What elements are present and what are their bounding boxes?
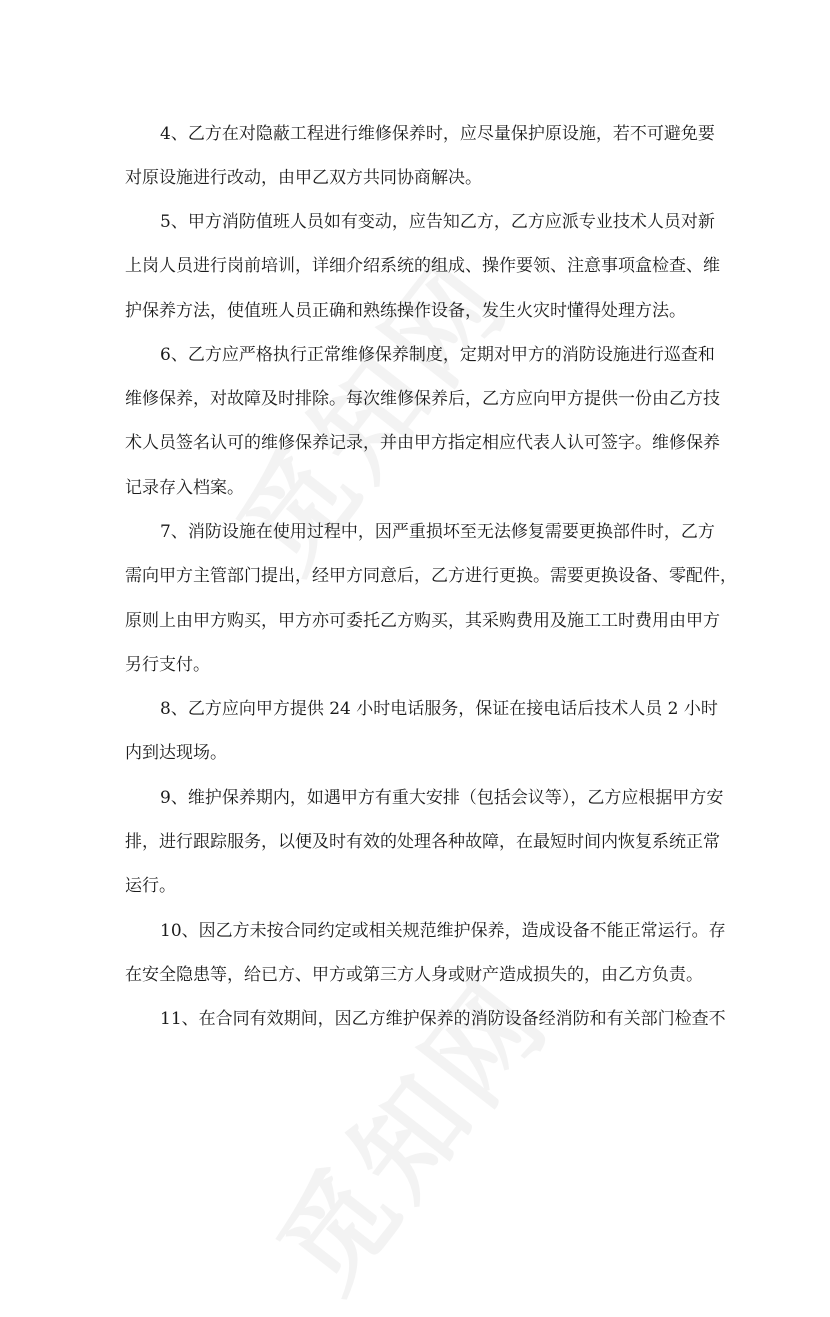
- paragraph-line: 记录存入档案。: [125, 478, 244, 498]
- paragraph-line: 维修保养，对故障及时排除。每次维修保养后，乙方应向甲方提供一份由乙方技: [125, 389, 720, 409]
- paragraph-line: 原则上由甲方购买，甲方亦可委托乙方购买，其采购费用及施工工时费用由甲方: [125, 611, 720, 631]
- paragraph-line: 排，进行跟踪服务，以便及时有效的处理各种故障，在最短时间内恢复系统正常: [125, 832, 720, 852]
- paragraph-line: 10、因乙方未按合同约定或相关规范维护保养，造成设备不能正常运行。存: [160, 921, 726, 941]
- paragraph-line: 对原设施进行改动，由甲乙双方共同协商解决。: [125, 168, 482, 188]
- paragraph-line: 7、消防设施在使用过程中，因严重损坏至无法修复需要更换部件时，乙方: [160, 522, 715, 542]
- paragraph-line: 在安全隐患等，给已方、甲方或第三方人身或财产造成损失的，由乙方负责。: [125, 965, 703, 985]
- paragraph-line: 运行。: [125, 876, 176, 896]
- paragraph-line: 另行支付。: [125, 655, 210, 675]
- paragraph-line: 术人员签名认可的维修保养记录，并由甲方指定相应代表人认可签字。维修保养: [125, 433, 720, 453]
- paragraph-line: 需向甲方主管部门提出，经甲方同意后，乙方进行更换。需要更换设备、零配件，: [125, 566, 737, 586]
- paragraph-line: 4、乙方在对隐蔽工程进行维修保养时，应尽量保护原设施，若不可避免要: [160, 124, 715, 144]
- paragraph-line: 8、乙方应向甲方提供 24 小时电话服务，保证在接电话后技术人员 2 小时: [160, 699, 718, 719]
- paragraph-line: 9、维护保养期内，如遇甲方有重大安排（包括会议等），乙方应根据甲方安: [160, 788, 724, 808]
- paragraph-line: 护保养方法，使值班人员正确和熟练操作设备，发生火灾时懂得处理方法。: [125, 301, 686, 321]
- watermark: [236, 941, 578, 1317]
- paragraph-line: 5、甲方消防值班人员如有变动，应告知乙方，乙方应派专业技术人员对新: [160, 212, 715, 232]
- paragraph-line: 11、在合同有效期间，因乙方维护保养的消防设备经消防和有关部门检查不: [160, 1009, 726, 1029]
- paragraph-line: 上岗人员进行岗前培训，详细介绍系统的组成、操作要领、注意事项盒检查、维: [125, 256, 720, 276]
- paragraph-line: 6、乙方应严格执行正常维修保养制度，定期对甲方的消防设施进行巡查和: [160, 345, 715, 365]
- paragraph-line: 内到达现场。: [125, 743, 227, 763]
